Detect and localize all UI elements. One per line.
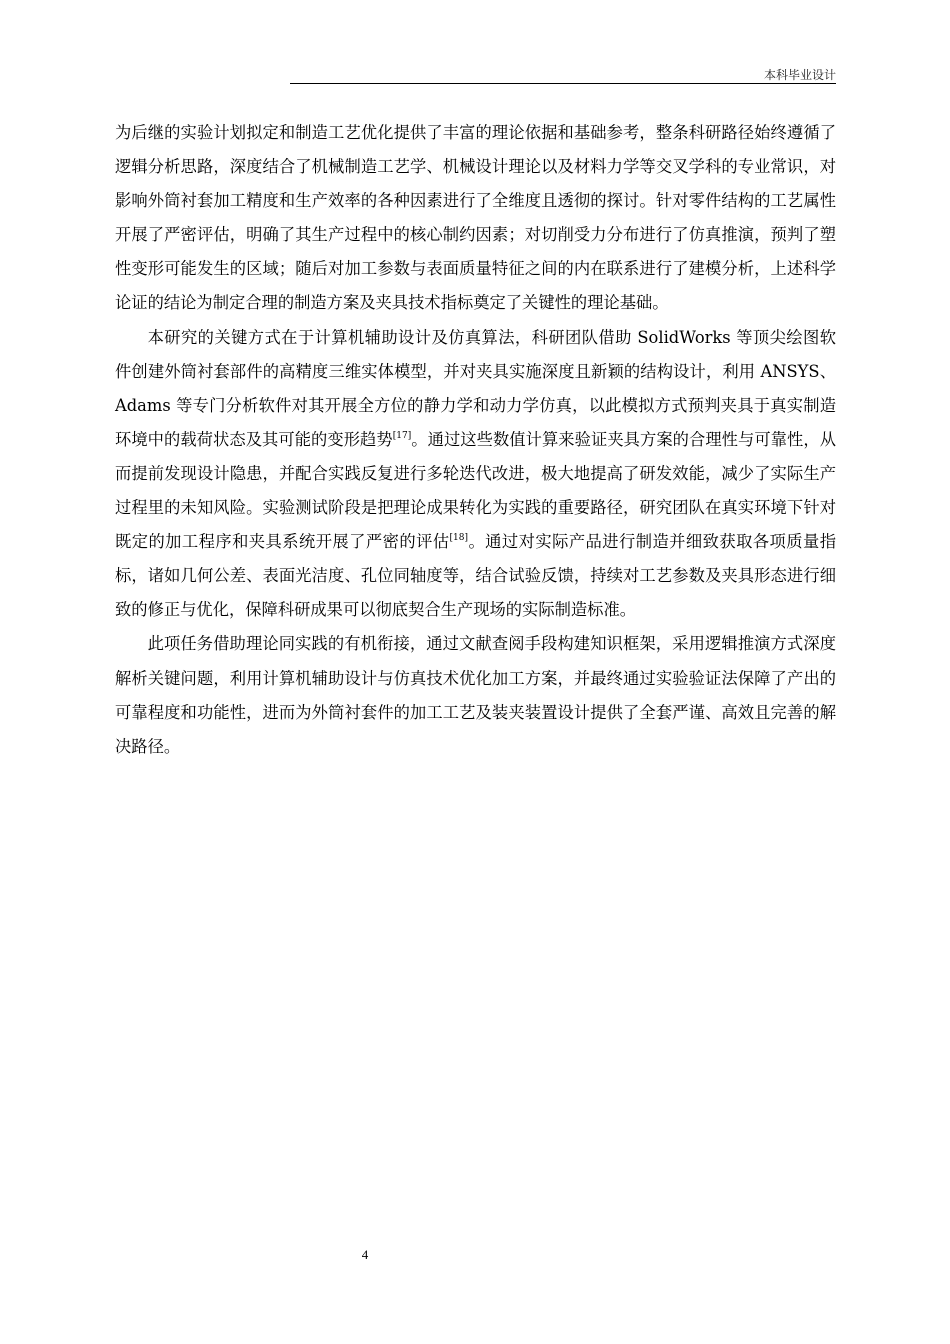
page-number: 4	[361, 1247, 369, 1262]
paragraph-2-part-1: 本研究的关键方式在于计算机辅助设计及仿真算法，科研团队借助 SolidWorks 等顶尖绘图软件创建外筒衬套部件的高精度三维实体模型，并对夹具实施深度且新颖的结构设计，利用 ANSYS、Adams 等专门分析软件对其开展全方位的静力学和动力学仿真，以此模拟方式预判夹具于真实制造环境中的载荷状态及其可能的变形趋势	[115, 327, 836, 449]
paragraph-3: 此项任务借助理论同实践的有机衔接，通过文献查阅手段构建知识框架，采用逻辑推演方式深度解析关键问题，利用计算机辅助设计与仿真技术优化加工方案，并最终通过实验验证法保障了产出的可靠程度和功能性，进而为外筒衬套件的加工工艺及装夹装置设计提供了全套严谨、高效且完善的解决路径。	[115, 634, 836, 756]
header-divider	[290, 83, 836, 84]
paragraph-2-part-2: 。通过这些数值计算来验证夹具方案的合理性与可靠性，从而提前发现设计隐患，并配合实践反复进行多轮迭代改进，极大地提高了研发效能，减少了实际生产过程里的未知风险。实验测试阶段是把理论成果转化为实践的重要路径，研究团队在真实环境下针对既定的加工程序和夹具系统开展了严密的评估	[115, 429, 836, 552]
body-text	[115, 116, 836, 764]
paragraph-2-part-3: 。通过对实际产品进行制造并细致获取各项质量指标，诸如几何公差、表面光洁度、孔位同轴度等，结合试验反馈，持续对工艺参数及夹具形态进行细致的修正与优化，保障科研成果可以彻底契合生产现场的实际制造标准。	[115, 532, 836, 620]
paragraph-1: 为后继的实验计划拟定和制造工艺优化提供了丰富的理论依据和基础参考，整条科研路径始终遵循了逻辑分析思路，深度结合了机械制造工艺学、机械设计理论以及材料力学等交叉学科的专业常识，对影响外筒衬套加工精度和生产效率的各种因素进行了全维度且透彻的探讨。针对零件结构的工艺属性开展了严密评估，明确了其生产过程中的核心制约因素；对切削受力分布进行了仿真推演，预判了塑性变形可能发生的区域；随后对加工参数与表面质量特征之间的内在联系进行了建模分析，上述科学论证的结论为制定合理的制造方案及夹具技术指标奠定了关键性的理论基础。	[115, 123, 836, 313]
citation-17: [17]	[392, 430, 412, 441]
running-header: 本科毕业设计	[763, 68, 836, 82]
citation-18: [18]	[449, 533, 469, 544]
paragraph-2	[115, 321, 836, 628]
